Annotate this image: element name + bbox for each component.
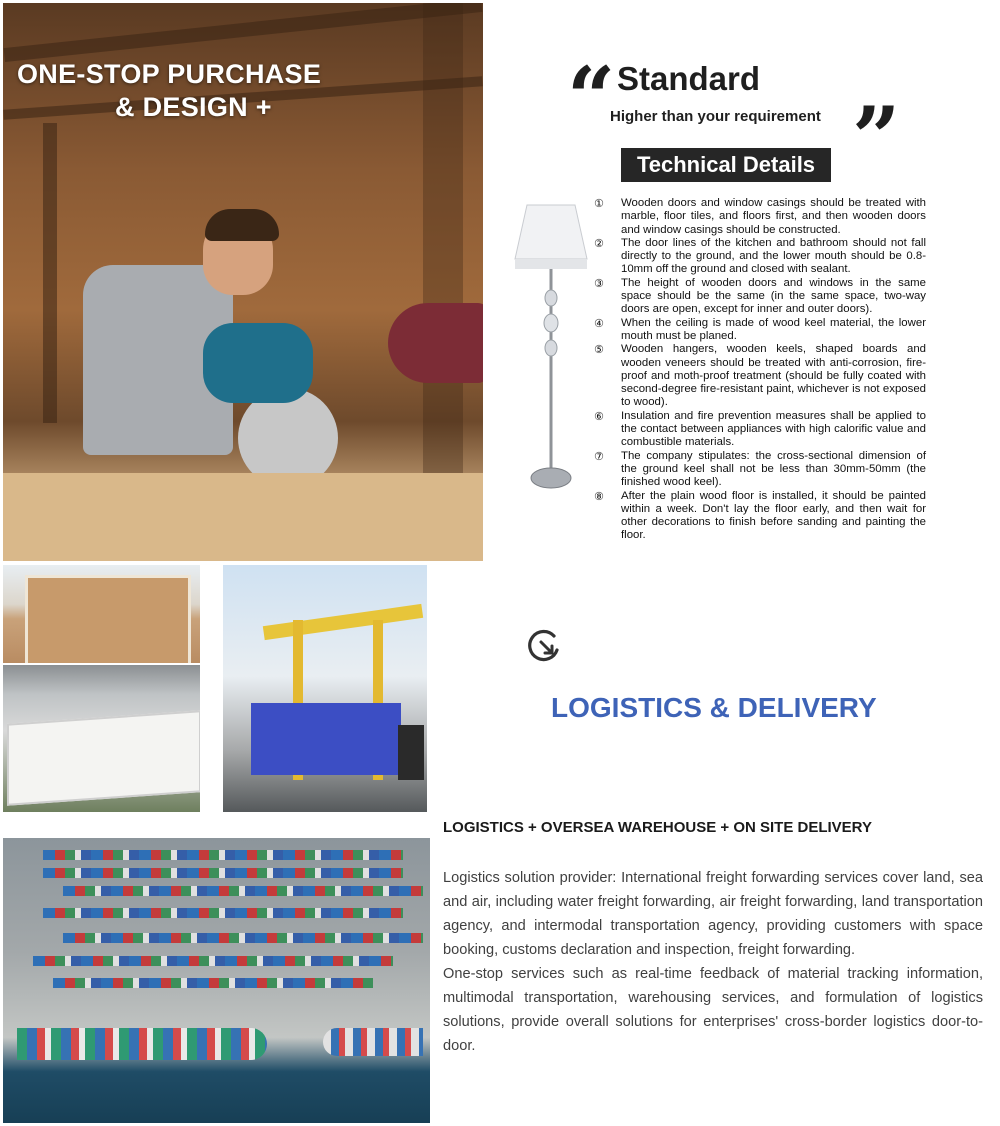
item-number: ⑥: [594, 409, 604, 423]
standard-subtitle: Higher than your requirement: [610, 108, 821, 125]
item-text: Wooden doors and window casings should be treated with marble, floor tiles, and floors first, and then wooden doors and window casings should be constructed.: [621, 197, 926, 236]
delivery-cycle-icon: [523, 626, 563, 666]
hero-title: [17, 58, 321, 124]
item-text: Wooden hangers, wooden keels, shaped boards and wooden veneers should be treated with anti-corrosion, fire-proof and moth-proof treatment (should be fully coated with second-degree fire-resistant paint, whichever is not exposed to wood).: [621, 343, 926, 409]
list-item: [594, 410, 926, 450]
item-number: ⑦: [594, 449, 604, 463]
list-item: [594, 450, 926, 490]
logistics-subtitle: LOGISTICS + OVERSEA WAREHOUSE + ON SITE DELIVERY: [443, 819, 872, 836]
open-quote-icon: “: [567, 48, 616, 147]
standard-title: Standard: [617, 60, 761, 97]
technical-details-heading: Technical Details: [621, 148, 831, 182]
hero-title-line2: & DESIGN +: [115, 92, 272, 122]
close-quote-icon: ”: [852, 88, 901, 187]
item-text: When the ceiling is made of wood keel material, the lower mouth must be planed.: [621, 316, 926, 342]
item-number: ②: [594, 236, 604, 250]
floor-lamp-image: [513, 203, 589, 493]
item-text: The height of wooden doors and windows in the same space should be the same (in the same space, two-way doors are open, except for inner and outer doors).: [621, 276, 926, 316]
logistics-description: [443, 866, 983, 1058]
item-text: Insulation and fire prevention measures shall be applied to the contact between appliances with high calorific value and combustible materials.: [621, 409, 926, 449]
logistics-paragraph-1: Logistics solution provider: International freight forwarding services cover land, sea and air, including water freight forwarding, air freight forwarding, land transportation agency, and intermodal transportation agency, providing customers with space booking, customs declaration and inspection, freight forwarding.: [443, 870, 983, 958]
wooden-crate-photo: [3, 565, 200, 663]
packed-crate-photo: [3, 665, 200, 812]
item-text: The door lines of the kitchen and bathroom should not fall directly to the ground, and the lower mouth should be 0.8-10mm off the ground and closed with sealant.: [621, 236, 926, 276]
aerial-port-photo: [3, 838, 430, 1123]
list-item: [594, 317, 926, 344]
logistics-paragraph-2: One-stop services such as real-time feedback of material tracking information, multimodal transportation, warehousing services, and formulation of logistics solutions, provide overall solutions for enterprises' cross-border logistics door-to-door.: [443, 966, 983, 1054]
list-item: [594, 277, 926, 317]
list-item: [594, 237, 926, 277]
item-text: After the plain wood floor is installed, it should be painted within a week. Don't lay the floor early, and then wait for other decorations to finish before sanding and painting the floor.: [621, 489, 926, 542]
list-item: [594, 490, 926, 543]
item-number: ①: [594, 197, 604, 210]
item-number: ⑤: [594, 343, 604, 357]
item-text: The company stipulates: the cross-sectional dimension of the ground keel shall not be less than 30mm-50mm (the finished wood keel).: [621, 449, 926, 489]
item-number: ③: [594, 276, 604, 290]
list-item: [594, 197, 926, 237]
port-crane-photo: [223, 565, 427, 812]
item-number: ⑧: [594, 489, 604, 503]
list-item: [594, 343, 926, 409]
hero-title-line1: ONE-STOP PURCHASE: [17, 59, 322, 89]
logistics-title: LOGISTICS & DELIVERY: [551, 692, 877, 723]
item-number: ④: [594, 316, 604, 330]
technical-details-list: [594, 197, 926, 543]
